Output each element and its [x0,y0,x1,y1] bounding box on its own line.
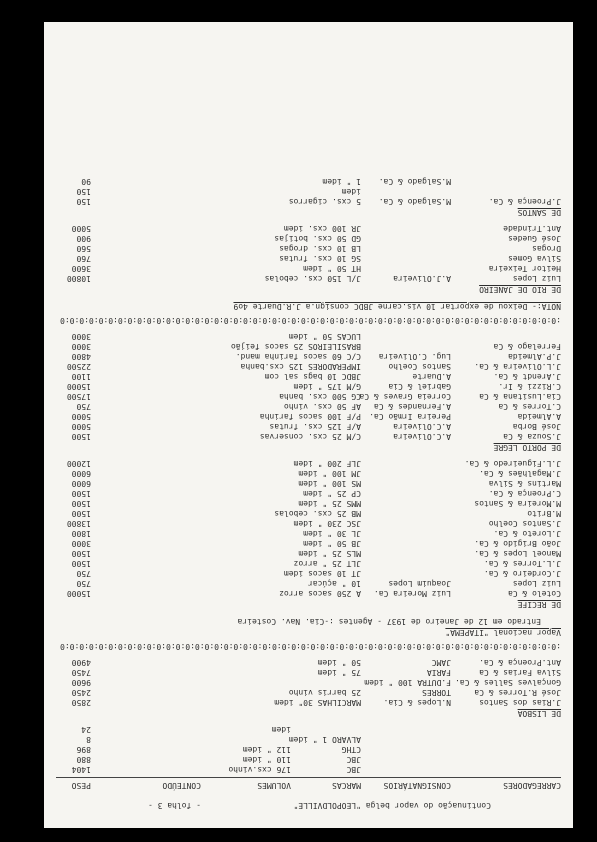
weight-cell: 3000 [71,342,91,351]
weight-cell: 15000 [66,382,91,391]
shipper-cell: José R.Torres & Ca [474,688,561,697]
weight-cell: 3000 [71,332,91,341]
content-cell: AF 50 cxs. vinho [283,402,361,411]
weight-cell: 3600 [71,264,91,273]
content-cell: 50 " idem [317,658,361,667]
shipper-cell: J.Arendt & Ca. [493,372,561,381]
content-cell: C/M 25 cxs. conservas [259,432,361,441]
weight-cell: 4900 [71,658,91,667]
shipper-cell: A.Almeida [517,412,561,421]
weight-cell: 1500 [71,559,91,568]
content-cell: 176 cxs.vinho [228,765,291,774]
shipper-cell: J.Souza & Ca [503,432,561,441]
shipper-cell: J.Rias dos Santos [479,698,561,707]
content-cell: CP 25 " idem [303,489,361,498]
content-cell: MLS 25 " idem [298,549,361,558]
weight-cell: 1500 [71,489,91,498]
shipper-cell: João Brigido & Ca. [474,539,561,548]
mark-cell: CTHG [341,745,361,754]
weight-cell: 896 [76,745,91,754]
consignee-cell: TORRES [422,688,451,697]
shipper-cell: J.Loreto & Ca. [493,529,561,538]
section-title: DE RECIFE [517,600,561,609]
shipper-cell: J.Santos Coelho [488,519,561,528]
consignee-cell: A.Duarte [412,372,451,381]
weight-cell: 8 [86,735,91,744]
weight-cell: 900 [76,234,91,243]
consignee-cell: Gabriel & Cia [388,382,451,391]
mark-cell: ALVARO 1 " idem [288,735,361,744]
column-header: MARCAS [332,781,361,790]
section-note-text: Entrado em 12 de Janeiro de 1937 - Agentes :-Cia. Nav. Costeira [237,617,541,626]
column-header: PESO [71,781,91,790]
weight-cell: 15000 [66,589,91,598]
weight-cell: 13800 [66,519,91,528]
weight-cell: 5000 [71,422,91,431]
content-cell: 112 " idem [242,745,291,754]
consignee-cell: A.C.Oliveira [393,422,451,431]
weight-cell: 10800 [66,274,91,283]
column-header: CONSIGNATÁRIOS [383,781,451,790]
content-cell: 5 cxs. cigarros [288,197,361,206]
shipper-cell: José Borba [512,422,561,431]
weight-cell: 1100 [71,372,91,381]
weight-cell: 17500 [66,392,91,401]
section-title: NOTA:- Deixou de exportar 10 vis.carne JBDC consign.a J.R.Duarte 4o9 [233,302,561,311]
shipper-cell: J.Magalhães & Ca. [479,469,561,478]
shipper-cell: C.Proença & Ca. [488,489,561,498]
content-cell: CG 500 cxs. banha [279,392,361,401]
weight-cell: 750 [76,402,91,411]
section-title: DE PORTO LEGRE [493,443,561,452]
weight-cell: 5000 [71,412,91,421]
content-cell: JB 50 " idem [303,539,361,548]
shipper-cell: J.P.Almeida [508,352,561,361]
content-cell: HT 50 " idem [303,264,361,273]
content-cell: LB 10 cxs. drogas [279,244,361,253]
content-cell: A 250 sacos arroz [279,589,361,598]
weight-cell: 2450 [71,688,91,697]
consignee-cell: Joaquim Lopes [388,579,451,588]
content-cell: G/M 175 " idem [293,382,361,391]
content-cell: MARCILHAS 30" idem [274,698,361,707]
content-cell: JR 100 cxs. idem [283,224,361,233]
content-cell: 1 " idem [322,177,361,186]
column-header: VOLUMES [257,781,291,790]
weight-cell: 560 [76,244,91,253]
shipper-cell: Drogas [532,244,561,253]
shipper-cell: C.Rizzi & Ir. [498,382,561,391]
shipper-cell: Cia.Lusitana & Ca [479,392,561,401]
shipper-cell: J.L.Figueiredo & Ca. [464,459,561,468]
content-cell: SG 10 cxs. frutas [279,254,361,263]
weight-cell: 750 [76,579,91,588]
section-title: DE LISBOA [517,709,561,718]
weight-cell: 90 [81,177,91,186]
weight-cell: 150 [76,187,91,196]
weight-cell: 7450 [71,668,91,677]
shipper-cell: J.Cordeiro & Ca. [483,569,561,578]
shipper-cell: M.Moreira & Santos [474,499,561,508]
consignee-cell: Luiz Moreira Ca. [373,589,451,598]
content-cell: P/F 100 sacos farinha [259,412,361,421]
consignee-cell: Lug. C.Oliveira [378,352,451,361]
shipper-cell: Luiz Lopes [512,274,561,283]
consignee-cell: N.Lopes & Cia. [383,698,451,707]
document-title: Continuação do vapor belga "LEOPOLDVILLE" [293,801,491,810]
weight-cell: 3000 [71,539,91,548]
section-title: Vapor nacional "ITAPEMA" [445,628,561,637]
weight-cell: 750 [76,569,91,578]
shipper-cell: M.Brito [527,509,561,518]
weight-cell: 6000 [71,469,91,478]
content-cell: JM 100 " idem [298,469,361,478]
weight-cell: 2850 [71,698,91,707]
weight-cell: 22500 [66,362,91,371]
content-cell: JBDC 10 bags sal com [264,372,361,381]
weight-cell: 150 [76,197,91,206]
content-cell: MS 100 " idem [298,479,361,488]
document-content [44,22,573,828]
shipper-cell: Silva Farias & Ca [479,668,561,677]
shipper-cell: Ant.Proença & Ca. [479,658,561,667]
weight-cell: 1500 [71,432,91,441]
content-cell: 10 " açúcar [308,579,361,588]
weight-cell: 1404 [71,765,91,774]
column-header: CONTEÚDO [162,781,201,790]
content-cell: IMPERADORES 125 cxs.banha [240,362,361,371]
consignee-cell: A.J.Oliveira [393,274,451,283]
section-title: DE SANTOS [517,208,561,217]
consignee-cell: Santos Coelho [388,362,451,371]
weight-cell: 1500 [71,499,91,508]
column-header: CARREGADORES [503,781,561,790]
consignee-cell: A.C.Oliveira [393,432,451,441]
weight-cell: 1500 [71,549,91,558]
content-cell: JLF 200 " idem [293,459,361,468]
shipper-cell: José Guedes [508,234,561,243]
content-cell: 75 " idem [317,668,361,677]
content-cell: MMS 25 " idem [298,499,361,508]
shipper-cell: Heitor Teixeira [488,264,561,273]
content-cell: LUCAS 50 " idem [288,332,361,341]
content-cell: 25 barris vinho [288,688,361,697]
shipper-cell: Ferrelago & Ca [493,342,561,351]
separator-text: :0:0:0:0:0:0:0:0:0:0:0:0:0:0:0:0:0:0:0:0:0:0:0:0:0:0:0:0:0:0:0:0:0:0:0:0:0:0:0:0:0:0:0:0:0:0:0:0:0:0:0:0 [60,316,561,325]
weight-cell: 6000 [71,479,91,488]
shipper-cell: Martins & Silva [488,479,561,488]
mark-cell: JBC [346,765,361,774]
section-title: DE RIO DE JANEIRO [479,285,561,294]
consignee-cell: FARIA [426,668,451,677]
consignee-cell: F.DUTRA 100 " idem [364,678,451,687]
shipper-cell: J.L.Oliveira & Ca. [474,362,561,371]
consignee-cell: Pereira Irmão Ca. [369,412,451,421]
weight-cell: 24 [81,725,91,734]
content-cell: JSC 230 " idem [293,519,361,528]
content-cell: JL 30 " idem [303,529,361,538]
content-cell: idem [271,725,291,734]
shipper-cell: Luiz Lopes [512,579,561,588]
weight-cell: 1800 [71,529,91,538]
weight-cell: 4800 [71,352,91,361]
weight-cell: 5000 [71,224,91,233]
content-cell: BRASILEIROS 25 sacos feijão [230,342,361,351]
consignee-cell: JAMC [431,658,451,667]
consignee-cell: M.Salgado & Ca. [378,197,451,206]
content-cell: idem [341,187,361,196]
consignee-cell: Correia Graves & Ca [359,392,451,401]
mark-cell: JBC [346,755,361,764]
weight-cell: 880 [76,755,91,764]
content-cell: MB 25 cxs. cebolas [274,509,361,518]
shipper-cell: Gonçalves Salles & Ca. [455,678,561,687]
document-page [44,22,573,828]
shipper-cell: Cotelo & Ca [508,589,561,598]
content-cell: JT 10 sacos idem [283,569,361,578]
shipper-cell: Ant.Trindade [503,224,561,233]
content-cell: GD 50 cxs. botijas [274,234,361,243]
shipper-cell: Manoel Lopes & Ca. [474,549,561,558]
folha-number: - folha 3 - [148,801,201,810]
content-cell: C/C 60 sacos farinha mand. [235,352,361,361]
consignee-cell: M.Salgado & Ca. [378,177,451,186]
shipper-cell: Silva Gomes [508,254,561,263]
consignee-cell: A.Fernandes & Ca [373,402,451,411]
header-rule [56,777,561,778]
separator-text: :0:0:0:0:0:0:0:0:0:0:0:0:0:0:0:0:0:0:0:0:0:0:0:0:0:0:0:0:0:0:0:0:0:0:0:0:0:0:0:0:0:0:0:0:0:0:0:0:0:0:0:0 [60,642,561,651]
weight-cell: 12000 [66,459,91,468]
content-cell: J/L 150 cxs. cebolas [264,274,361,283]
weight-cell: 760 [76,254,91,263]
weight-cell: 1500 [71,509,91,518]
shipper-cell: J.Proença & Ca. [488,197,561,206]
content-cell: A/F 125 cxs. frutas [269,422,361,431]
shipper-cell: C.Torres & Ca [498,402,561,411]
weight-cell: 9600 [71,678,91,687]
content-cell: 110 " idem [242,755,291,764]
shipper-cell: J.L.Torres & Ca. [483,559,561,568]
content-cell: JLT 25 " arroz [293,559,361,568]
